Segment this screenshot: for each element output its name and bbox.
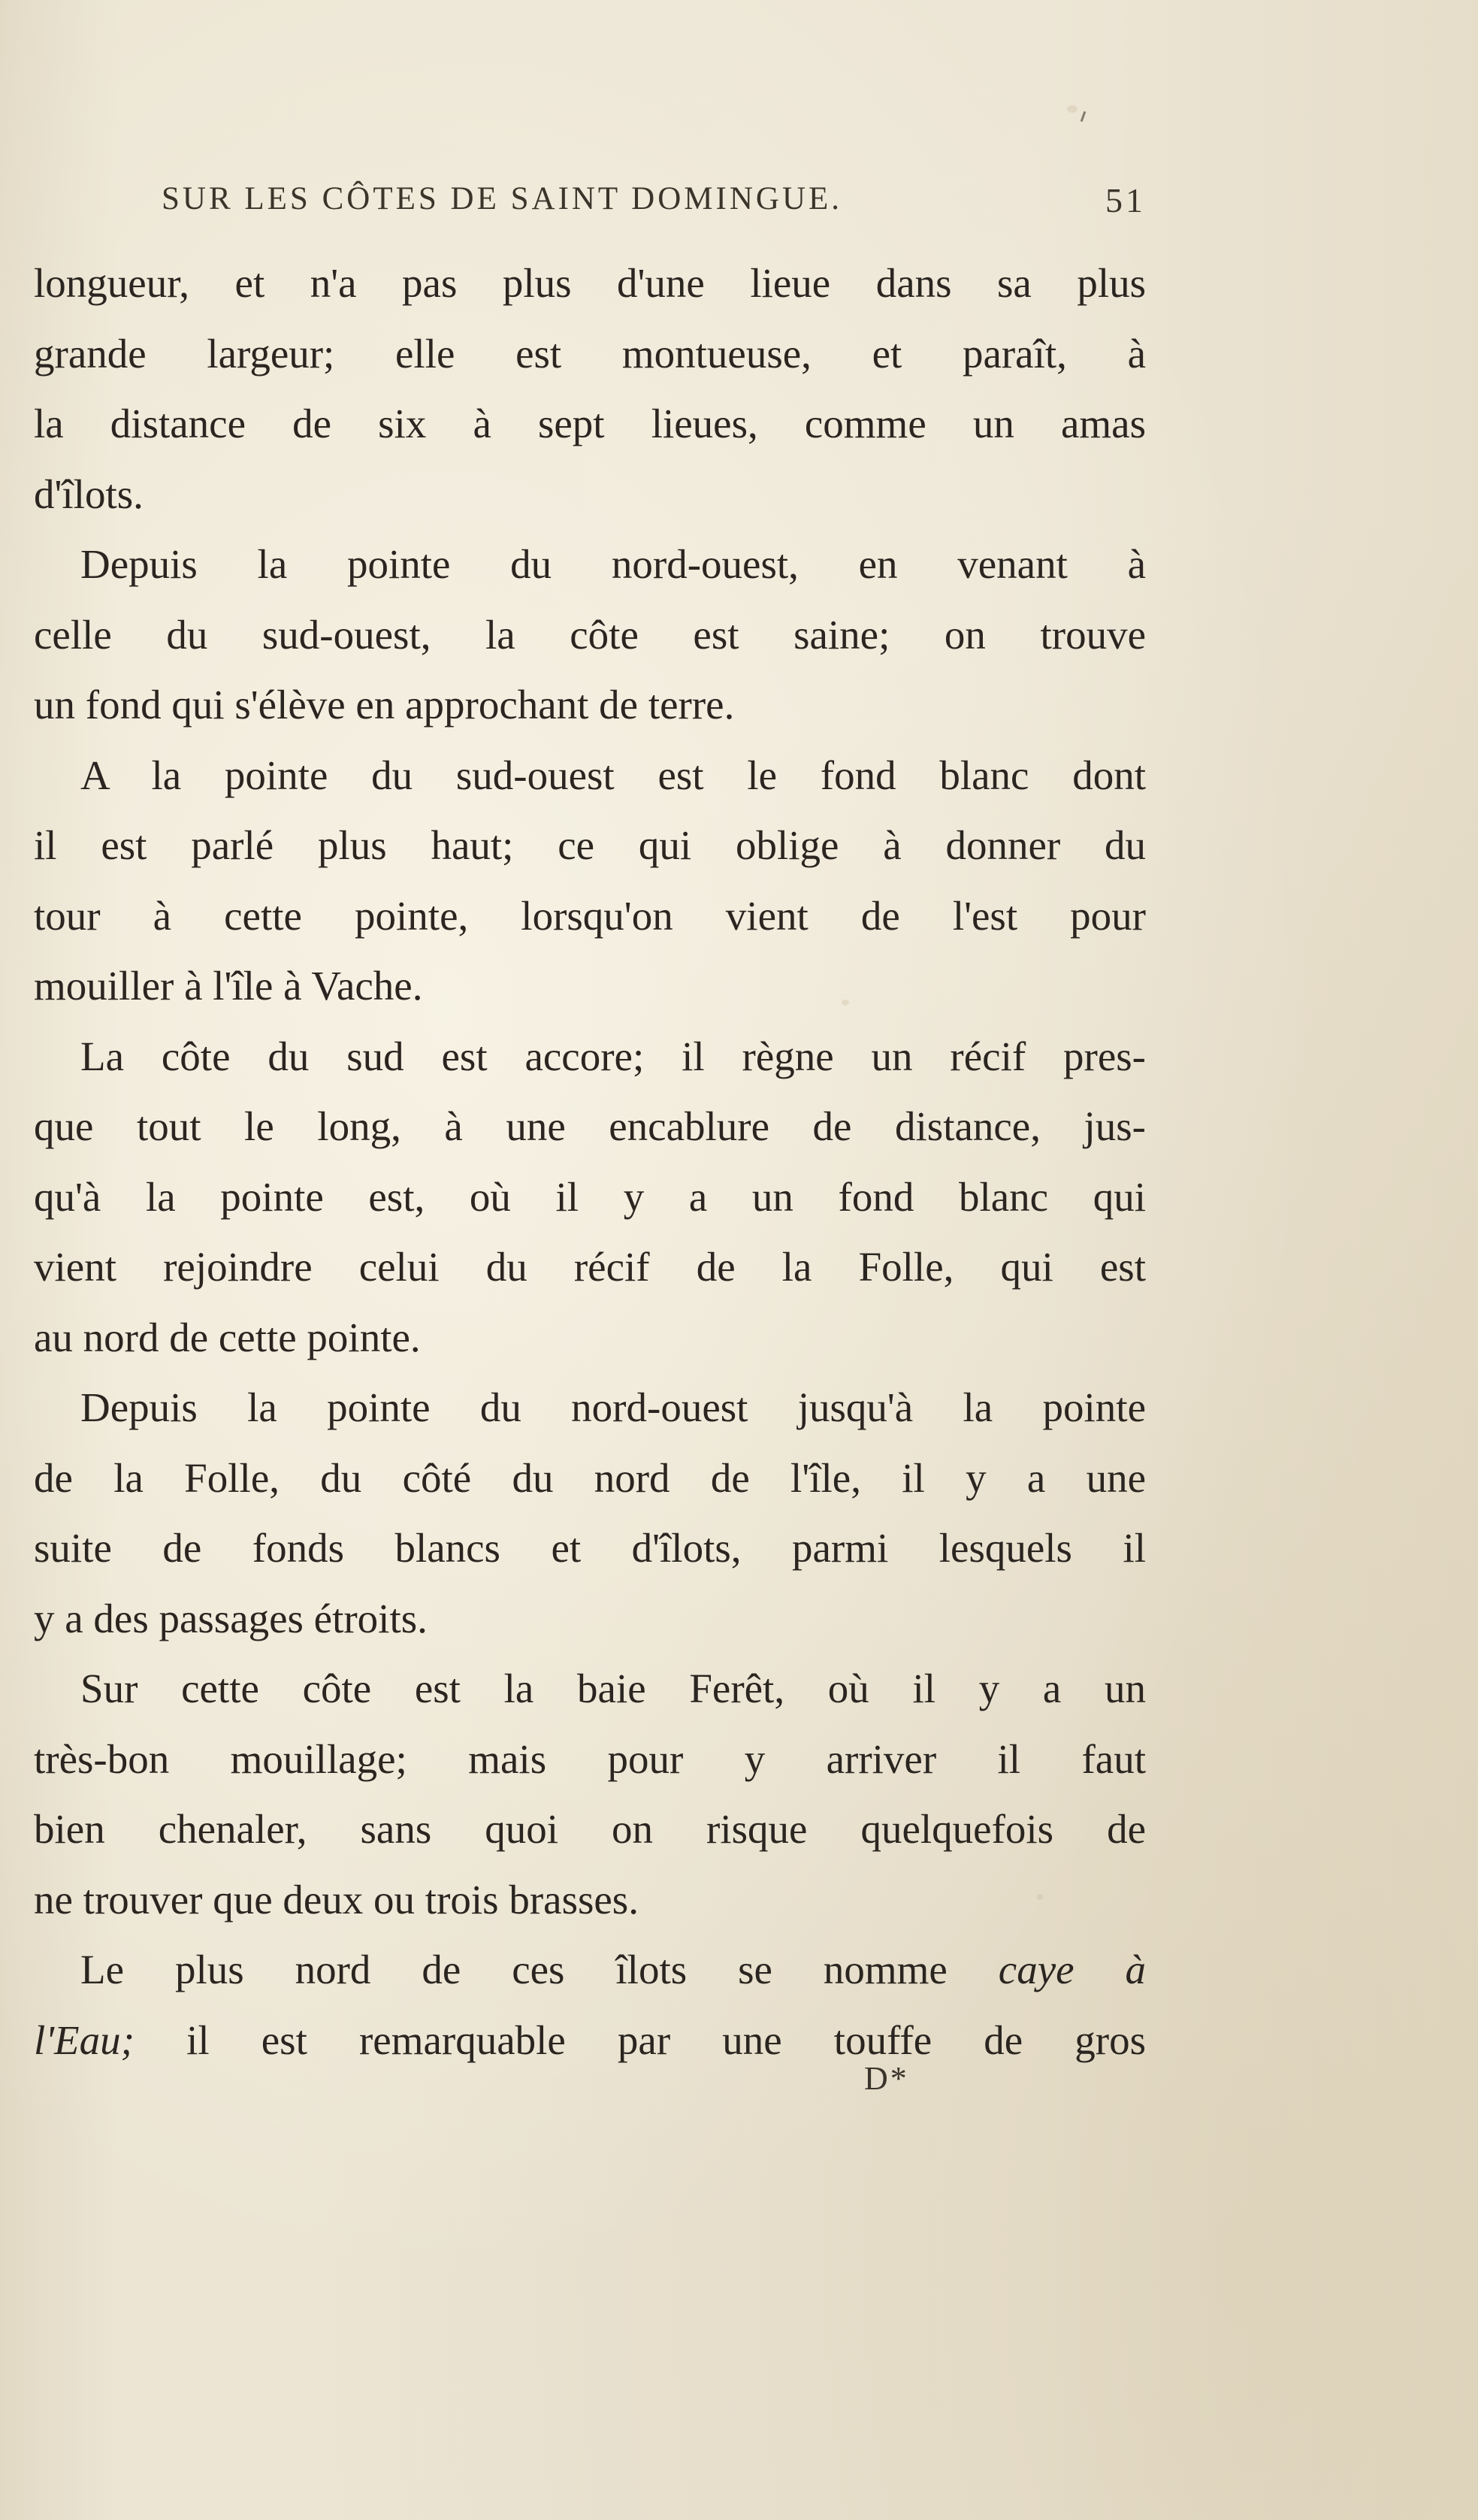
text-line: ne trouver que deux ou trois brasses. bbox=[34, 1876, 639, 1923]
text-line: tour à cette pointe, lorsqu'on vient de l'est pour bbox=[34, 892, 1146, 939]
printer-signature: D* bbox=[864, 2060, 909, 2097]
text-line: grande largeur; elle est montueuse, et paraît, à bbox=[34, 330, 1146, 377]
text-line: d'îlots. bbox=[34, 470, 144, 517]
text-line: très-bon mouillage; mais pour y arriver il faut bbox=[34, 1735, 1146, 1782]
running-title: SUR LES CÔTES DE SAINT DOMINGUE. bbox=[162, 181, 843, 216]
text-line bbox=[34, 1935, 1146, 2005]
text-line: La côte du sud est accore; il règne un récif pres- bbox=[80, 1033, 1146, 1079]
page-number: 51 bbox=[1105, 181, 1146, 219]
text-line bbox=[34, 2005, 1146, 2076]
text-line: que tout le long, à une encablure de distance, jus- bbox=[34, 1103, 1146, 1149]
text-line: mouiller à l'île à Vache. bbox=[34, 963, 423, 1009]
text-line: Depuis la pointe du nord-ouest, en venant à bbox=[80, 541, 1146, 587]
text-line: longueur, et n'a pas plus d'une lieue dans sa plus bbox=[34, 260, 1146, 306]
text-line: un fond qui s'élève en approchant de terre. bbox=[34, 682, 735, 728]
text-segment: il est remarquable par une touffe de gros bbox=[186, 2016, 1146, 2063]
text-line: suite de fonds blancs et d'îlots, parmi lesquels il bbox=[34, 1525, 1146, 1571]
italic-place-name: caye à bbox=[998, 1947, 1146, 1992]
text-line: Sur cette côte est la baie Ferêt, où il y a un bbox=[80, 1665, 1146, 1711]
text-line: de la Folle, du côté du nord de l'île, il y a une bbox=[34, 1454, 1146, 1501]
text-line: il est parlé plus haut; ce qui oblige à donner du bbox=[34, 822, 1146, 868]
text-segment: Le plus nord de ces îlots se nomme bbox=[80, 1947, 948, 1992]
text-line: la distance de six à sept lieues, comme un amas bbox=[34, 401, 1146, 446]
text-line: y a des passages étroits. bbox=[34, 1595, 428, 1641]
paper-blemish bbox=[1067, 105, 1078, 113]
text-line: Depuis la pointe du nord-ouest jusqu'à la pointe bbox=[80, 1384, 1146, 1430]
text-line: bien chenaler, sans quoi on risque quelquefois de bbox=[34, 1806, 1146, 1852]
text-line: A la pointe du sud-ouest est le fond blanc dont bbox=[80, 752, 1146, 798]
text-line: au nord de cette pointe. bbox=[34, 1314, 421, 1360]
text-line: celle du sud-ouest, la côte est saine; on trouve bbox=[34, 611, 1146, 658]
italic-place-name: l'Eau; bbox=[34, 2016, 135, 2063]
text-line: vient rejoindre celui du récif de la Folle, qui est bbox=[34, 1244, 1146, 1290]
text-line: qu'à la pointe est, où il y a un fond blanc qui bbox=[34, 1173, 1146, 1220]
body-text bbox=[34, 248, 1146, 2075]
printer-mark bbox=[1081, 111, 1087, 122]
running-head bbox=[162, 180, 1146, 233]
